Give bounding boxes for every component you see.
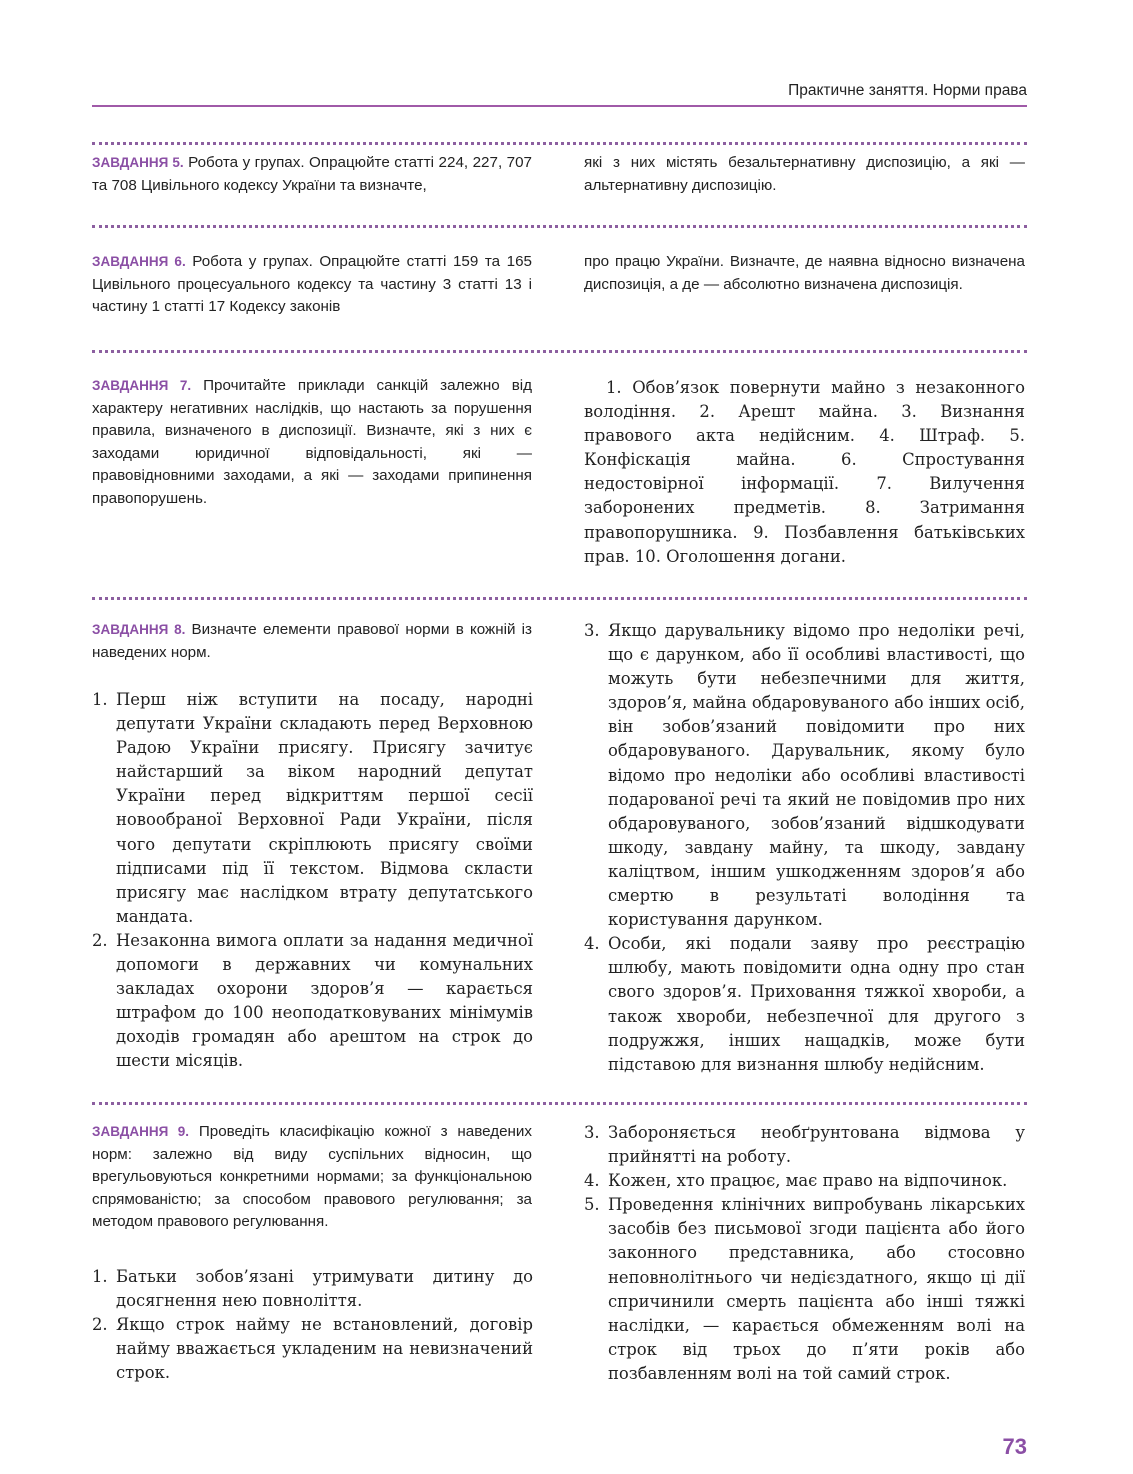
task-label: ЗАВДАННЯ 7. [92,378,192,393]
task-text: Робота у групах. Опрацюйте статті 159 та 165 Цивільного процесуального кодексу та частину 3 статті 13 і частину 1 статті 17 Кодексу законів [92,253,532,315]
list-item: 4. Особи, які подали заяву про реєстрацію шлюбу, мають повідомити одна одну про стан свого здоров’я. Приховання тяжкої хвороби, а також хвороби, небезпечної для другого з подружжя, інших нащадків, може бути підставою для визнання шлюбу недійсним. [584,934,1025,1074]
task-8-list-left [92,688,533,1074]
task-6-left [92,251,532,319]
list-item: 3. Забороняється необґрунтована відмова у прийнятті на роботу. [584,1123,1025,1167]
task-label: ЗАВДАННЯ 5. [92,155,184,170]
task-7-left [92,375,532,510]
task-8-list-right [584,619,1025,1077]
task-text: Визначте елементи правової норми в кожній із наведених норм. [92,621,532,661]
task-9-list-right [584,1121,1025,1386]
task-9-list-left [92,1265,533,1385]
list-item: 5. Проведення клінічних випробувань лікарських засобів без письмової згоди пацієнта або його законного представника, або стосовно неповнолітнього чи недієздатного, якщо ці дії спричинили смерть пацієнта або інші тяжкі наслідки, — карається обмеженням волі на строк від трьох до п’яти років або позбавленням волі на той самий строк. [584,1195,1025,1383]
task-label: ЗАВДАННЯ 8. [92,622,186,637]
task-9-intro [92,1121,532,1234]
task-text: Проведіть класифікацію кожної з наведених норм: залежно від виду суспільних відносин, що врегульовуються конкретними нормами; за функціональною спрямованістю; за способом правового регулювання; за методом правового регулювання. [92,1123,532,1230]
task-6-right: про працю України. Визначте, де наявна відносно визначена диспозиція, а де — абсолютно визначена диспозиція. [584,253,1025,293]
task-label: ЗАВДАННЯ 9. [92,1124,189,1139]
dotted-divider [92,225,1027,228]
list-item: 3. Якщо дарувальнику відомо про недоліки речі, що є дарунком, або її особливі властивості, що можуть бути небезпечними для життя, здоров’я, майна обдаровуваного або інших осіб, він зобов’язаний повідомити про них обдаровуваного. Дарувальник, якому було відомо про недоліки або особливі властивості подарованої речі та який не повідомив про них обдаровуваного, зобов’язаний відшкодувати шкоду, завдану майну, та шкоду, завдану каліцтвом, іншим ушкодженням здоров’я або смертю в результаті володіння та користування дарунком. [584,621,1025,930]
task-text: Прочитайте приклади санкцій залежно від характеру негативних наслідків, що настають за порушення правила, визначеного в диспозиції. Визначте, які з них є заходами юридичної відповідальності, які — правовідновними заходами, а які — заходами припинення правопорушень. [92,377,532,507]
dotted-divider [92,1102,1027,1105]
task-5-left [92,152,532,197]
task-8-intro [92,619,532,664]
sanctions-list: 1. Обов’язок повернути майно з незаконного володіння. 2. Арешт майна. 3. Визнання правового акта недійсним. 4. Штраф. 5. Конфіскація майна. 6. Спростування недостовірної інформації. 7. Вилучення заборонених предметів. 8. Затримання правопорушника. 9. Позбавлення батьківських прав. 10. Оголошення догани. [584,378,1025,566]
task-5-right: які з них містять безальтернативну диспозицію, а які — альтернативну диспозицію. [584,154,1025,194]
list-item: 2. Незаконна вимога оплати за надання медичної допомоги в державних чи комунальних закладах охорони здоров’я — карається штрафом до 100 неоподатковуваних мінімумів доходів громадян або арештом на строк до шести місяців. [92,930,533,1071]
dotted-divider [92,597,1027,600]
dotted-divider [92,350,1027,353]
list-item: 2. Якщо строк найму не встановлений, договір найму вважається укладеним на невизначений строк. [92,1315,533,1383]
running-header: Практичне заняття. Норми права [788,82,1027,99]
list-item: 1. Перш ніж вступити на посаду, народні депутати України складають перед Верховною Радою України присягу. Присягу зачитує найстарший за віком народний депутат України перед відкриттям першої сесії новообраної Верховної Ради України, після чого депутати скріплюють присягу своїми підписами під її текстом. Відмова скласти присягу має наслідком втрату депутатського мандата. [92,690,533,926]
list-item: 1. Батьки зобов’язані утримувати дитину до досягнення нею повноліття. [92,1267,533,1311]
header-rule [92,105,1027,107]
list-item: 4. Кожен, хто працює, має право на відпочинок. [584,1171,1008,1191]
dotted-divider [92,142,1027,145]
task-label: ЗАВДАННЯ 6. [92,254,186,269]
page-number: 73 [1002,1434,1027,1459]
task-text: Робота у групах. Опрацюйте статті 224, 227, 707 та 708 Цивільного кодексу України та визначте, [92,154,532,194]
